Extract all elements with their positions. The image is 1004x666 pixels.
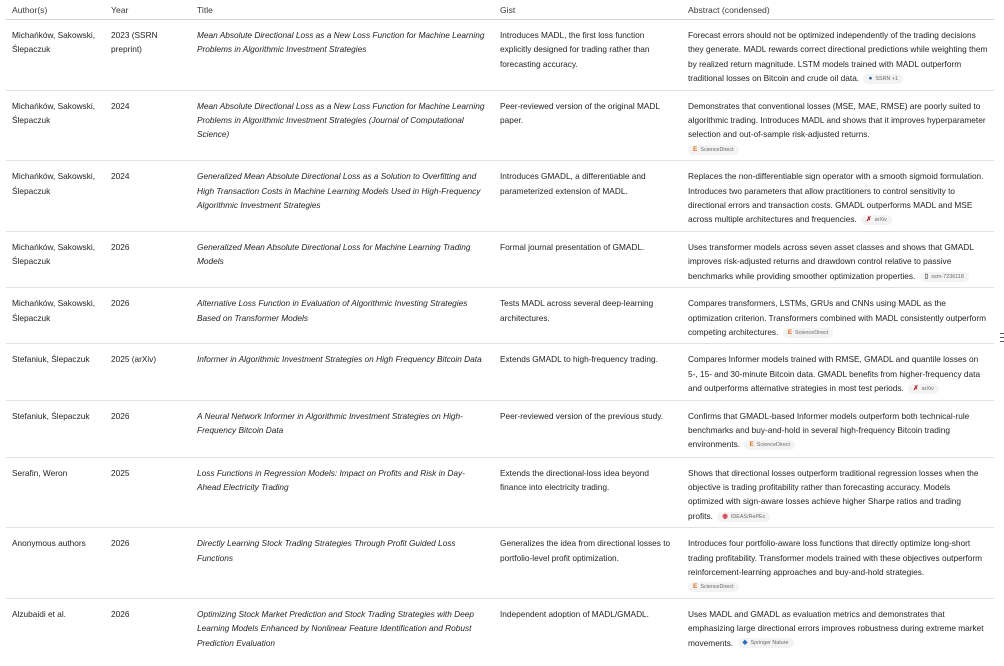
cell-gist: Generalizes the idea from directional losses to portfolio-level profit optimization. — [494, 528, 682, 599]
source-badge[interactable] — [863, 74, 903, 84]
elsevier-icon: E — [749, 441, 754, 449]
cell-year: 2026 — [105, 288, 191, 344]
table-row — [6, 161, 994, 232]
abstract-text: Compares transformers, LSTMs, GRUs and CNNs using MADL as the optimization criterion. Transformers combined with MADL consistently outperform competing architectures. — [688, 298, 987, 337]
source-badge-label: Springer Nature — [750, 640, 789, 647]
table-header-row — [6, 0, 994, 20]
cell-authors: Alzubaidi et al. — [12, 608, 66, 619]
cell-title: Mean Absolute Directional Loss as a New Loss Function for Machine Learning Problems in Algorithmic Investment Strategies — [191, 20, 494, 91]
cell-gist: Introduces GMADL, a differentiable and parameterized extension of MADL. — [494, 161, 682, 232]
ssrn-icon: ● — [868, 75, 873, 83]
cell-authors: Stefaniuk, Ślepaczuk — [6, 400, 105, 457]
cell-abstract — [682, 457, 994, 528]
abstract-text: Confirms that GMADL-based Informer models outperform both technical-rule benchmarks and buy-and-hold in several high-frequency Bitcoin trading environments. — [688, 410, 970, 450]
cell-abstract — [682, 528, 994, 599]
source-badge[interactable] — [920, 272, 969, 282]
source-badge-label: arXiv — [921, 385, 934, 392]
cell-title: A Neural Network Informer in Algorithmic Investment Strategies on High-Frequency Bitcoin Data — [191, 400, 494, 457]
cell-year: 2023 (SSRN preprint) — [105, 20, 191, 91]
cell-abstract — [682, 598, 994, 654]
cell-gist: Tests MADL across several deep-learning architectures. — [494, 288, 682, 344]
cell-title: Loss Functions in Regression Models: Impact on Profits and Risk in Day-Ahead Electricity Trading — [191, 457, 494, 528]
source-badge-label: ssrn-7236118 — [931, 273, 964, 280]
cell-title: Optimizing Stock Market Prediction and Stock Trading Strategies with Deep Learning Models Enhanced by Nonlinear Feature Identification and Robust Prediction Evaluation — [197, 608, 474, 648]
cell-abstract — [682, 400, 994, 457]
source-badge[interactable] — [688, 582, 739, 592]
abstract-text: Replaces the non-differentiable sign operator with a smooth sigmoid formulation. Introduces two parameters that allow practitioners to control sensitivity to directional errors and transaction costs. GMADL outperforms MADL and MSE across multiple architectures and frequencies. — [688, 171, 984, 225]
cell-year: 2026 — [111, 608, 130, 619]
cell-title: Alternative Loss Function in Evaluation of Algorithmic Investing Strategies Based on Transformer Models — [191, 288, 494, 344]
cell-abstract — [682, 231, 994, 287]
cell-title: Generalized Mean Absolute Directional Loss for Machine Learning Trading Models — [191, 231, 494, 287]
springer-icon: ◆ — [742, 639, 748, 647]
table-row — [6, 288, 994, 344]
header-abstract: Abstract (condensed) — [682, 0, 994, 20]
source-badge[interactable] — [783, 328, 834, 338]
source-badge-label: ScienceDirect — [756, 442, 791, 449]
cell-gist: Peer-reviewed version of the previous study. — [494, 400, 682, 457]
header-title: Title — [191, 0, 494, 20]
cell-authors: Michańków, Sakowski, Ślepaczuk — [6, 90, 105, 161]
elsevier-icon: E — [693, 583, 698, 591]
source-badge[interactable] — [908, 384, 939, 394]
cell-authors: Anonymous authors — [6, 528, 105, 599]
source-badge[interactable] — [744, 440, 795, 450]
elsevier-icon: E — [693, 145, 698, 153]
table-row — [6, 344, 994, 400]
source-badge-label: SSRN +1 — [875, 76, 898, 83]
abstract-text: Uses MADL and GMADL as evaluation metrics and demonstrates that emphasizing large directional errors improves robustness during extreme market movements. — [688, 608, 984, 648]
arxiv-icon: ✗ — [913, 384, 919, 392]
abstract-text: Introduces four portfolio-aware loss functions that directly optimize long-short trading profitability. Transformer models trained with these objectives outperform reinforcement-learning approaches and buy-and-hold strategies. — [688, 538, 983, 577]
cell-abstract — [682, 161, 994, 232]
cell-abstract — [682, 288, 994, 344]
table-row — [6, 528, 994, 599]
table-body — [6, 20, 994, 655]
cell-abstract — [682, 344, 994, 400]
cell-abstract — [682, 20, 994, 91]
cell-gist: Extends GMADL to high-frequency trading. — [494, 344, 682, 400]
cell-authors: Michańków, Sakowski, Ślepaczuk — [6, 288, 105, 344]
scrollbar-marker[interactable] — [1000, 333, 1004, 345]
papers-table — [6, 0, 994, 654]
cell-authors: Michańków, Sakowski, Ślepaczuk — [6, 231, 105, 287]
cell-year: 2025 — [105, 457, 191, 528]
header-gist: Gist — [494, 0, 682, 20]
cell-authors: Stefaniuk, Ślepaczuk — [6, 344, 105, 400]
source-badge-label: IDEAS/RePEc — [730, 513, 766, 520]
source-badge[interactable] — [688, 145, 739, 155]
cell-gist: Independent adoption of MADL/GMADL. — [500, 608, 649, 619]
cell-year: 2026 — [105, 528, 191, 599]
source-badge[interactable] — [717, 512, 770, 522]
cell-title: Directly Learning Stock Trading Strategies Through Profit Guided Loss Functions — [191, 528, 494, 599]
abstract-text: Demonstrates that conventional losses (MSE, MAE, RMSE) are poorly suited to algorithmic trading. Introduces MADL and shows that it improves hyperparameter selection and out-of-sample risk-adjusted returns. — [688, 100, 986, 140]
table-row — [6, 20, 994, 91]
cell-gist: Formal journal presentation of GMADL. — [494, 231, 682, 287]
source-badge[interactable] — [861, 215, 892, 225]
cell-year: 2024 — [105, 161, 191, 232]
elsevier-icon: E — [787, 328, 793, 336]
cell-title: Informer in Algorithmic Investment Strategies on High Frequency Bitcoin Data — [191, 344, 494, 400]
abstract-text: Forecast errors should not be optimized independently of the trading decisions they generate. MADL rewards correct directional predictions while weighting them by realized return magnitude. LSTM models trained with MADL outperform traditional losses on Bitcoin and crude oil data. — [688, 30, 988, 84]
source-badge-label: ScienceDirect — [795, 329, 829, 336]
document-icon: ▯ — [924, 272, 929, 280]
pin-icon: ◉ — [722, 512, 728, 520]
arxiv-icon: ✗ — [866, 216, 872, 224]
cell-gist: Extends the directional-loss idea beyond finance into electricity trading. — [494, 457, 682, 528]
table-row — [6, 90, 994, 161]
source-badge-label: ScienceDirect — [700, 584, 734, 591]
cell-gist: Peer-reviewed version of the original MADL paper. — [494, 90, 682, 161]
header-year: Year — [105, 0, 191, 20]
cell-year: 2024 — [105, 90, 191, 161]
source-badge[interactable] — [738, 638, 794, 648]
abstract-text: Uses transformer models across seven asset classes and shows that GMADL improves risk-adjusted returns and drawdown control relative to passive benchmarks while providing smoother optimization properties. — [688, 241, 974, 281]
source-badge-label: ScienceDirect — [700, 146, 734, 153]
cell-year: 2026 — [105, 400, 191, 457]
cell-year: 2025 (arXiv) — [105, 344, 191, 400]
cell-title: Generalized Mean Absolute Directional Loss as a Solution to Overfitting and High Transaction Costs in Machine Learning Models Used in High-Frequency Algorithmic Investment Strategies — [191, 161, 494, 232]
cell-authors: Michańków, Sakowski, Ślepaczuk — [6, 20, 105, 91]
cell-title: Mean Absolute Directional Loss as a New Loss Function for Machine Learning Problems in Algorithmic Investment Strategies (Journal of Computational Science) — [191, 90, 494, 161]
source-badge-label: arXiv — [874, 217, 887, 224]
table-row — [6, 598, 994, 654]
cell-authors: Michańków, Sakowski, Ślepaczuk — [6, 161, 105, 232]
cell-year: 2026 — [105, 231, 191, 287]
table-row — [6, 457, 994, 528]
abstract-text: Compares Informer models trained with RMSE, GMADL and quantile losses on 5-, 15- and 30-minute Bitcoin data. GMADL benefits from higher-frequency data and outperforms alternative strategies in most test periods. — [688, 354, 981, 394]
table-row — [6, 400, 994, 457]
cell-gist: Introduces MADL, the first loss function explicitly designed for trading rather than forecasting accuracy. — [494, 20, 682, 91]
header-authors: Author(s) — [6, 0, 105, 20]
table-row — [6, 231, 994, 287]
cell-authors: Serafin, Weron — [6, 457, 105, 528]
abstract-text: Shows that directional losses outperform traditional regression losses when the objective is trading profitability rather than forecasting accuracy. Models optimized with sign-aware losses achieve higher Sharpe ratios and trading profits. — [688, 467, 979, 521]
cell-abstract — [682, 90, 994, 161]
